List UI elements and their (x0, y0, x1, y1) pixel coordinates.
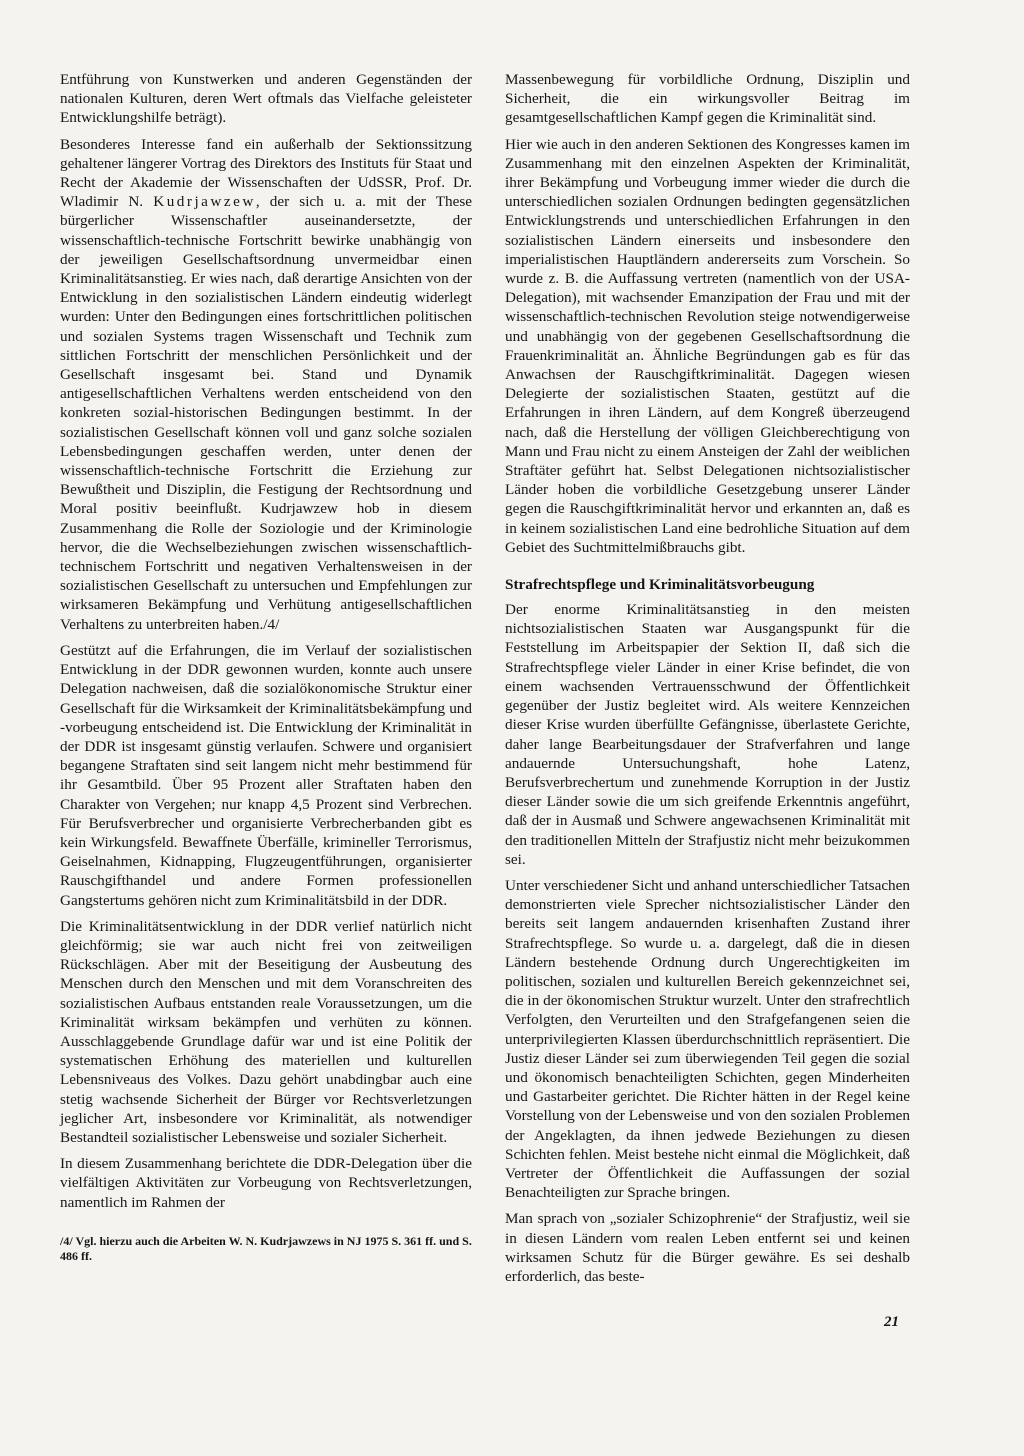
paragraph: Die Kriminalitätsentwicklung in der DDR verlief natürlich nicht gleichförmig; sie war auch nicht frei von zeitweiligen Rückschlägen. Aber mit der Beseitigung der Ausbeutung des Menschen durch den Menschen und mit dem Voranschreiten des sozialistischen Aufbaus entstanden reale Voraussetzungen, um die Kriminalität wirksam bekämpfen und verhüten zu können. Ausschlaggebende Grundlage dafür war und ist eine Politik der systematischen Erhöhung des materiellen und kulturellen Lebensniveaus des Volkes. Dazu gehört unabdingbar auch eine stetig wachsende Sicherheit der Bürger vor Rechtsverletzungen jeglicher Art, insbesondere vor Kriminalität, als notwendiger Bestandteil sozialistischer Lebensweise und sozialer Sicherheit. (60, 917, 472, 1146)
footnote: /4/ Vgl. hierzu auch die Arbeiten W. N. Kudrjawzews in NJ 1975 S. 361 ff. und S. 486 ff. (60, 1233, 472, 1263)
paragraph: Man sprach von „sozialer Schizophrenie“ der Strafjustiz, weil sie in diesen Ländern vom realen Leben entfernt sei und keinen wirksamen Schutz für die Bürger gewähre. Es sei deshalb erforderlich, das beste- (505, 1210, 910, 1285)
paragraph: Entführung von Kunstwerken und anderen Gegenständen der nationalen Kulturen, deren Wert oftmals das Vielfache geleisteter Entwicklungshilfe beträgt). (60, 71, 472, 127)
spaced-name: Kudrjawzew (153, 193, 256, 211)
paragraph: In diesem Zusammenhang berichtete die DDR-Delegation über die vielfältigen Aktivitäten zur Vorbeugung von Rechtsverletzungen, namentlich im Rahmen der (60, 1155, 472, 1211)
paragraph: Hier wie auch in den anderen Sektionen des Kongresses kamen im Zusammenhang mit den einzelnen Aspekten der Kriminalität, ihrer Bekämpfung und Vorbeugung immer wieder die durch die unterschiedlichen sozialen Ordnungen bedingten gegensätzlichen Entwicklungstrends und unterschiedlichen Erfahrungen in den sozialistischen Ländern einerseits und insbesondere den imperialistischen Hauptländern andererseits zum Vorschein. So wurde z. B. die Auffassung vertreten (namentlich von der USA-Delegation), mit wachsender Emanzipation der Frau und mit der wissenschaftlich-technischen Revolution steige notwendigerweise und unabhängig von der gegebenen Gesellschaftsordnung die Frauenkriminalität an. Ähnliche Begründungen gab es für das Anwachsen der Rauschgiftkriminalität. Dagegen wiesen Delegierte der sozialistischen Staaten, gestützt auf die Erfahrungen in ihren Ländern, auf dem Kongreß überzeugend nach, daß die Herstellung der völligen Gleichberechtigung von Mann und Frau nicht zu einem Ansteigen der Zahl der weiblichen Straftäter geführt hat. Selbst Delegationen nichtsozialistischer Länder hoben die vorbildliche Gesetzgebung unserer Länder gegen die Rauschgiftkriminalität hervor und erkannten an, daß es in keinem sozialistischen Land eine bedrohliche Situation auf dem Gebiet des Suchtmittelmißbrauchs gibt. (505, 135, 910, 556)
right-column (505, 70, 910, 1293)
paragraph: Unter verschiedener Sicht und anhand unterschiedlicher Tatsachen demonstrierten viele Sprecher nichtsozialistischer Länder den bereits seit langem andauernden krisenhaften Zustand ihrer Strafrechtspflege. So wurde u. a. dargelegt, daß die in diesen Ländern bestehende Ordnung durch Ungerechtigkeiten im politischen, sozialen und kulturellen Bereich gekennzeichnet sei, die in der ökonomischen Struktur wurzelt. Unter den strafrechtlich Verfolgten, den Verurteilten und den Strafgefangenen seien die unterprivilegierten Klassen überdurchschnittlich repräsentiert. Die Justiz dieser Länder sei zum überwiegenden Teil gegen die sozial und ökonomisch benachteiligten Schichten, gegen Minderheiten und Gastarbeiter gerichtet. Die Richter hätten in der Regel keine Vorstellung von der Lebensweise und von den sozialen Problemen der Angeklagten, da ihnen jedwede Beziehungen zu diesen Schichten fehlen. Meist bestehe nicht einmal die Möglichkeit, daß Vertreter der Öffentlichkeit die Auffassungen der sozial Benachteiligten zur Sprache bringen. (505, 876, 910, 1202)
paragraph: Gestützt auf die Erfahrungen, die im Verlauf der sozialistischen Entwicklung in der DDR gewonnen wurden, konnte auch unsere Delegation nachweisen, daß die sozialökonomische Struktur einer Gesellschaft für die Wirksamkeit der Kriminalitätsbekämpfung und -vorbeugung entscheidend ist. Die Entwicklung der Kriminalität in der DDR ist insgesamt günstig verlaufen. Schwere und organisiert begangene Straftaten sind seit langem nicht mehr bestimmend für ihr Gesamtbild. Über 95 Prozent aller Straftaten haben den Charakter von Vergehen; nur knapp 4,5 Prozent sind Verbrechen. Für Berufsverbrecher und organisierte Verbrecherbanden gibt es kein Wirkungsfeld. Bewaffnete Überfälle, krimineller Terrorismus, Geiselnahmen, Kidnapping, Flugzeugentführungen, organisierter Rauschgifthandel und andere Formen professionellen Gangstertums gehören nicht zum Kriminalitätsbild in der DDR. (60, 641, 472, 909)
section-heading: Strafrechtspflege und Kriminalitätsvorbeugung (505, 576, 815, 594)
left-column (60, 70, 472, 1276)
paragraph-text: Besonderes Interesse fand ein außerhalb der Sektionssitzung gehaltener längerer Vortrag des Direktors des Instituts für Staat und Recht der Akademie der Wissenschaften der UdSSR, Prof. Dr. Wladimir N. (60, 135, 472, 211)
page-number: 21 (884, 1314, 899, 1330)
paragraph-text: , der sich u. a. mit der These bürgerlicher Wissenschaftler auseinandersetzte, der wissenschaftlich-technische Fortschritt bewirke unabhängig von der jeweiligen Gesellschaftsordnung unvermeidbar einen Kriminalitätsanstieg. Er wies nach, daß derartige Ansichten von der Entwicklung in den sozialistischen Ländern eindeutig widerlegt wurden: Unter den Bedingungen eines fortschrittlichen politischen und sozialen Systems tragen Wissenschaft und Technik zum sittlichen Fortschritt der menschlichen Persönlichkeit und der Gesellschaft insgesamt bei. Stand und Dynamik antigesellschaftlichen Verhaltens werden entscheidend von den konkreten sozial-historischen Bedingungen bestimmt. In der sozialistischen Gesellschaft können voll und ganz solche sozialen Lebensbedingungen geschaffen werden, unter denen der wissenschaftlich-technische Fortschritt die Erziehung zur Bewußtheit und Disziplin, die Festigung der Rechtsordnung und Moral positiv beeinflußt. Kudrjawzew hob in diesem Zusammenhang die Rolle der Soziologie und der Kriminologie hervor, die die Wechselbeziehungen zwischen wissenschaftlich-technischem Fortschritt und negativen Verhaltensweisen in der sozialistischen Gesellschaft zu untersuchen und Empfehlungen zur wirksameren Bekämpfung und Verhütung antigesellschaftlichen Verhaltens zu unterbreiten haben./4/ (60, 193, 473, 633)
paragraph: Der enorme Kriminalitätsanstieg in den meisten nichtsozialistischen Staaten war Ausgangspunkt für die Feststellung im Arbeitspapier der Sektion II, daß sich die Strafrechtspflege vieler Länder in einer Krise befindet, die von einem wachsenden Vertrauensschwund der Öffentlichkeit gegenüber der Justiz begleitet wird. Als weitere Kennzeichen dieser Krise wurden überfüllte Gefängnisse, überlastete Gerichte, daher lange Bearbeitungsdauer der Strafverfahren und lange andauernde Untersuchungshaft, hohe Latenz, Berufsverbrechertum und zunehmende Korruption in der Justiz dieser Länder sowie die um sich greifende Erkenntnis angeführt, daß der in Ausmaß und Schwere angewachsenen Kriminalität mit den traditionellen Mitteln der Strafjustiz nicht mehr beizukommen sei. (505, 601, 910, 868)
paragraph: Massenbewegung für vorbildliche Ordnung, Disziplin und Sicherheit, die ein wirkungsvoller Beitrag im gesamtgesellschaftlichen Kampf gegen die Kriminalität sind. (505, 71, 910, 127)
paragraph (60, 135, 472, 634)
